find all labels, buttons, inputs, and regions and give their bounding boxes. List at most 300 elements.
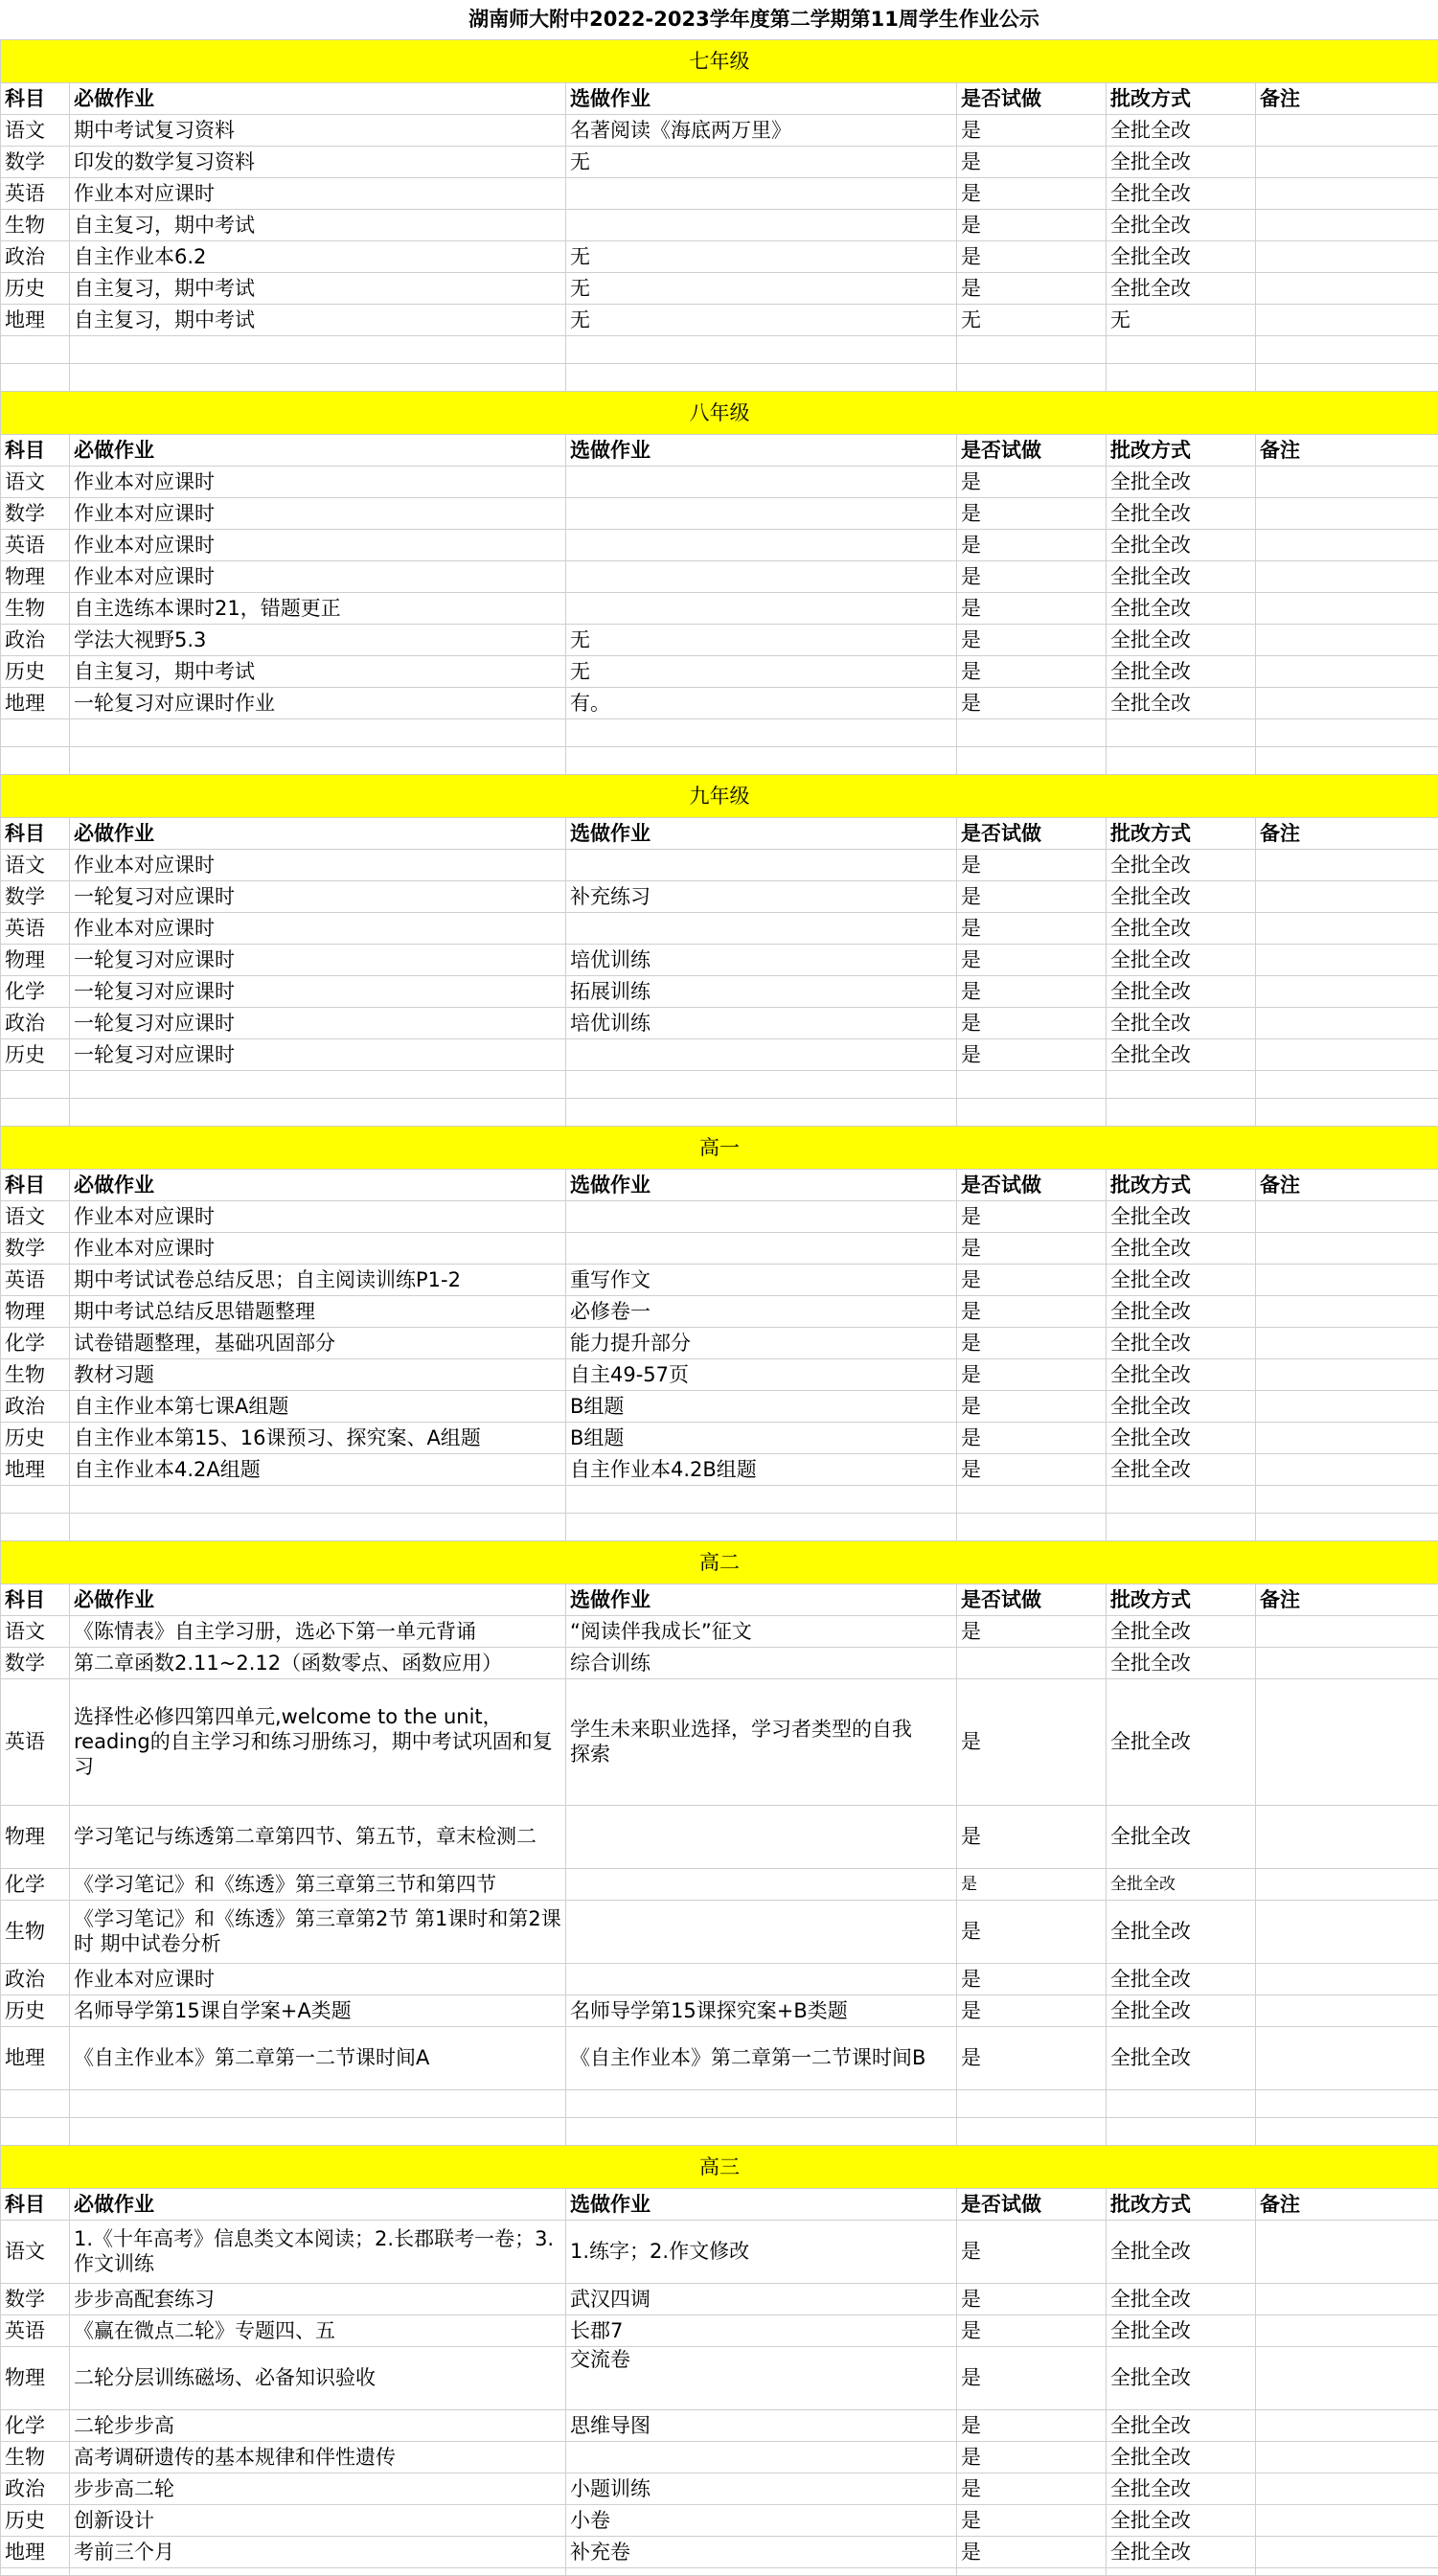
- empty-cell: [1, 1513, 70, 1540]
- cell-note: [1256, 2346, 1438, 2409]
- empty-cell: [566, 2117, 957, 2145]
- cell-note: [1256, 2504, 1438, 2536]
- cell-optional: 无: [566, 304, 957, 335]
- column-header-note: 备注: [1256, 434, 1438, 466]
- empty-cell: [957, 1513, 1107, 1540]
- cell-grading: 全批全改: [1107, 624, 1256, 655]
- cell-required: 1.《十年高考》信息类文本阅读；2.长郡联考一卷；3.作文训练: [70, 2220, 566, 2283]
- empty-cell: [1107, 718, 1256, 746]
- empty-cell: [566, 335, 957, 363]
- cell-trial: 是: [957, 177, 1107, 209]
- table-row: [1, 912, 1438, 944]
- empty-cell: [1256, 746, 1438, 774]
- cell-grading: 全批全改: [1107, 944, 1256, 975]
- cell-trial: 是: [957, 1615, 1107, 1647]
- cell-subject: 政治: [1, 624, 70, 655]
- cell-note: [1256, 1358, 1438, 1390]
- column-header-trial: 是否试做: [957, 1169, 1107, 1200]
- empty-cell: [70, 1485, 566, 1513]
- empty-cell: [70, 718, 566, 746]
- cell-note: [1256, 1327, 1438, 1358]
- table-row: [1, 1868, 1438, 1900]
- empty-cell: [1, 718, 70, 746]
- cell-grading: 全批全改: [1107, 2314, 1256, 2346]
- cell-subject: 英语: [1, 529, 70, 560]
- cell-trial: 是: [957, 1232, 1107, 1264]
- cell-note: [1256, 1200, 1438, 1232]
- grade-banner-row: [1, 774, 1438, 817]
- empty-cell: [1107, 363, 1256, 391]
- column-header-note: 备注: [1256, 1584, 1438, 1615]
- empty-cell: [1256, 363, 1438, 391]
- empty-cell: [566, 1098, 957, 1126]
- table-row: [1, 2473, 1438, 2504]
- table-row: [1, 975, 1438, 1007]
- table-row: [1, 1678, 1438, 1805]
- empty-cell: [1107, 1098, 1256, 1126]
- cell-grading: 全批全改: [1107, 1963, 1256, 1995]
- cell-grading: 全批全改: [1107, 2409, 1256, 2441]
- cell-required: 作业本对应课时: [70, 1963, 566, 1995]
- cell-required: 作业本对应课时: [70, 912, 566, 944]
- cell-subject: 历史: [1, 1038, 70, 1070]
- cell-required: 创新设计: [70, 2504, 566, 2536]
- empty-cell: [1, 363, 70, 391]
- cell-grading: 全批全改: [1107, 975, 1256, 1007]
- cell-grading: 无: [1107, 304, 1256, 335]
- blank-row: [1, 335, 1438, 363]
- cell-subject: 政治: [1, 2473, 70, 2504]
- empty-cell: [1, 746, 70, 774]
- cell-subject: 地理: [1, 304, 70, 335]
- cell-note: [1256, 1295, 1438, 1327]
- cell-required: 一轮复习对应课时: [70, 975, 566, 1007]
- column-header-optional: 选做作业: [566, 82, 957, 114]
- table-row: [1, 1007, 1438, 1038]
- cell-trial: 是: [957, 1422, 1107, 1453]
- cell-subject: 政治: [1, 1963, 70, 1995]
- cell-required: 《陈情表》自主学习册，选必下第一单元背诵: [70, 1615, 566, 1647]
- cell-optional: 能力提升部分: [566, 1327, 957, 1358]
- cell-required: 作业本对应课时: [70, 466, 566, 497]
- cell-trial: 是: [957, 2314, 1107, 2346]
- empty-cell: [566, 2089, 957, 2117]
- cell-optional: [566, 2441, 957, 2473]
- empty-cell: [70, 1098, 566, 1126]
- cell-note: [1256, 880, 1438, 912]
- cell-note: [1256, 560, 1438, 592]
- cell-optional: 名著阅读《海底两万里》: [566, 114, 957, 146]
- cell-grading: 全批全改: [1107, 272, 1256, 304]
- empty-cell: [1107, 2567, 1256, 2575]
- cell-optional: 培优训练: [566, 944, 957, 975]
- cell-required: 期中考试复习资料: [70, 114, 566, 146]
- cell-required: 作业本对应课时: [70, 497, 566, 529]
- cell-grading: 全批全改: [1107, 1805, 1256, 1868]
- cell-optional: 无: [566, 240, 957, 272]
- cell-trial: 是: [957, 2026, 1107, 2089]
- column-header-required: 必做作业: [70, 434, 566, 466]
- cell-trial: 是: [957, 1900, 1107, 1963]
- cell-grading: 全批全改: [1107, 1358, 1256, 1390]
- cell-grading: 全批全改: [1107, 114, 1256, 146]
- cell-trial: 是: [957, 2220, 1107, 2283]
- cell-note: [1256, 1453, 1438, 1485]
- cell-subject: 语文: [1, 2220, 70, 2283]
- cell-subject: 历史: [1, 2504, 70, 2536]
- table-row: [1, 1963, 1438, 1995]
- cell-subject: 物理: [1, 1295, 70, 1327]
- column-header-subject: 科目: [1, 1584, 70, 1615]
- cell-trial: 是: [957, 880, 1107, 912]
- table-row: [1, 240, 1438, 272]
- cell-note: [1256, 2409, 1438, 2441]
- cell-subject: 英语: [1, 912, 70, 944]
- cell-optional: 思维导图: [566, 2409, 957, 2441]
- column-header-required: 必做作业: [70, 1584, 566, 1615]
- cell-optional: 小题训练: [566, 2473, 957, 2504]
- cell-subject: 历史: [1, 655, 70, 687]
- cell-required: 二轮步步高: [70, 2409, 566, 2441]
- cell-optional: [566, 1868, 957, 1900]
- empty-cell: [70, 363, 566, 391]
- empty-cell: [957, 718, 1107, 746]
- empty-cell: [1107, 1070, 1256, 1098]
- table-row: [1, 592, 1438, 624]
- cell-grading: 全批全改: [1107, 209, 1256, 240]
- table-row: [1, 1358, 1438, 1390]
- table-row: [1, 944, 1438, 975]
- cell-subject: 数学: [1, 1647, 70, 1678]
- cell-required: 名师导学第15课自学案+A类题: [70, 1995, 566, 2026]
- empty-cell: [1, 1485, 70, 1513]
- cell-subject: 语文: [1, 1615, 70, 1647]
- cell-required: 《自主作业本》第二章第一二节课时间A: [70, 2026, 566, 2089]
- table-row: [1, 1422, 1438, 1453]
- empty-cell: [1107, 335, 1256, 363]
- cell-required: 作业本对应课时: [70, 1232, 566, 1264]
- column-header-row: [1, 817, 1438, 849]
- cell-optional: 无: [566, 146, 957, 177]
- column-header-note: 备注: [1256, 2188, 1438, 2220]
- cell-note: [1256, 1900, 1438, 1963]
- cell-grading: 全批全改: [1107, 849, 1256, 880]
- column-header-subject: 科目: [1, 2188, 70, 2220]
- cell-note: [1256, 2026, 1438, 2089]
- cell-required: 作业本对应课时: [70, 849, 566, 880]
- cell-trial: 是: [957, 1805, 1107, 1868]
- column-header-optional: 选做作业: [566, 817, 957, 849]
- empty-cell: [70, 1070, 566, 1098]
- cell-optional: 交流卷: [566, 2346, 957, 2409]
- cell-optional: 自主49-57页: [566, 1358, 957, 1390]
- grade-banner: 九年级: [1, 774, 1438, 817]
- cell-grading: 全批全改: [1107, 1678, 1256, 1805]
- cell-subject: 化学: [1, 1868, 70, 1900]
- column-header-trial: 是否试做: [957, 817, 1107, 849]
- cell-trial: 是: [957, 1038, 1107, 1070]
- cell-grading: 全批全改: [1107, 1390, 1256, 1422]
- empty-cell: [1107, 2089, 1256, 2117]
- cell-optional: “阅读伴我成长”征文: [566, 1615, 957, 1647]
- cell-note: [1256, 944, 1438, 975]
- empty-cell: [70, 2089, 566, 2117]
- empty-cell: [1107, 1485, 1256, 1513]
- table-row: [1, 1327, 1438, 1358]
- table-row: [1, 146, 1438, 177]
- cell-optional: [566, 1900, 957, 1963]
- cell-note: [1256, 304, 1438, 335]
- cell-required: 期中考试总结反思错题整理: [70, 1295, 566, 1327]
- cell-trial: 是: [957, 1327, 1107, 1358]
- column-header-trial: 是否试做: [957, 2188, 1107, 2220]
- blank-row: [1, 2567, 1438, 2575]
- cell-subject: 物理: [1, 1805, 70, 1868]
- empty-cell: [1256, 2089, 1438, 2117]
- cell-trial: 是: [957, 975, 1107, 1007]
- cell-optional: [566, 529, 957, 560]
- table-row: [1, 304, 1438, 335]
- table-row: [1, 529, 1438, 560]
- cell-subject: 语文: [1, 114, 70, 146]
- empty-cell: [1, 1070, 70, 1098]
- cell-subject: 化学: [1, 1327, 70, 1358]
- table-row: [1, 2441, 1438, 2473]
- cell-grading: 全批全改: [1107, 1038, 1256, 1070]
- cell-note: [1256, 592, 1438, 624]
- cell-required: 一轮复习对应课时: [70, 880, 566, 912]
- cell-grading: 全批全改: [1107, 1327, 1256, 1358]
- empty-cell: [957, 335, 1107, 363]
- column-header-note: 备注: [1256, 1169, 1438, 1200]
- column-header-trial: 是否试做: [957, 82, 1107, 114]
- cell-optional: 武汉四调: [566, 2283, 957, 2314]
- cell-note: [1256, 146, 1438, 177]
- cell-required: 二轮分层训练磁场、必备知识验收: [70, 2346, 566, 2409]
- cell-note: [1256, 209, 1438, 240]
- cell-required: 步步高配套练习: [70, 2283, 566, 2314]
- cell-optional: [566, 177, 957, 209]
- cell-subject: 语文: [1, 849, 70, 880]
- cell-subject: 生物: [1, 1358, 70, 1390]
- cell-grading: 全批全改: [1107, 560, 1256, 592]
- cell-grading: 全批全改: [1107, 2441, 1256, 2473]
- table-row: [1, 272, 1438, 304]
- cell-subject: 历史: [1, 1995, 70, 2026]
- cell-subject: 数学: [1, 2283, 70, 2314]
- cell-trial: 是: [957, 2536, 1107, 2567]
- table-row: [1, 1900, 1438, 1963]
- cell-trial: 是: [957, 529, 1107, 560]
- cell-required: 考前三个月: [70, 2536, 566, 2567]
- cell-trial: 是: [957, 2346, 1107, 2409]
- cell-optional: [566, 1038, 957, 1070]
- column-header-optional: 选做作业: [566, 1584, 957, 1615]
- cell-subject: 政治: [1, 1390, 70, 1422]
- cell-optional: 1.练字；2.作文修改: [566, 2220, 957, 2283]
- column-header-row: [1, 2188, 1438, 2220]
- cell-subject: 地理: [1, 1453, 70, 1485]
- empty-cell: [70, 1513, 566, 1540]
- cell-subject: 历史: [1, 1422, 70, 1453]
- grade-banner-row: [1, 1540, 1438, 1584]
- empty-cell: [957, 1070, 1107, 1098]
- column-header-optional: 选做作业: [566, 434, 957, 466]
- grade-banner: 高二: [1, 1540, 1438, 1584]
- cell-subject: 英语: [1, 177, 70, 209]
- cell-optional: 无: [566, 624, 957, 655]
- cell-trial: 是: [957, 687, 1107, 718]
- cell-grading: 全批全改: [1107, 687, 1256, 718]
- cell-required: 作业本对应课时: [70, 560, 566, 592]
- empty-cell: [1256, 1098, 1438, 1126]
- cell-note: [1256, 1007, 1438, 1038]
- grade-banner: 高三: [1, 2145, 1438, 2188]
- grade-banner: 七年级: [1, 39, 1438, 82]
- cell-required: 自主作业本4.2A组题: [70, 1453, 566, 1485]
- page-title: 湖南师大附中2022-2023学年度第二学期第11周学生作业公示: [70, 0, 1438, 39]
- cell-grading: 全批全改: [1107, 1232, 1256, 1264]
- cell-note: [1256, 975, 1438, 1007]
- column-header-row: [1, 434, 1438, 466]
- cell-subject: 化学: [1, 2409, 70, 2441]
- table-row: [1, 2314, 1438, 2346]
- title-row: [1, 0, 1438, 39]
- cell-required: 自主作业本第七课A组题: [70, 1390, 566, 1422]
- cell-subject: 数学: [1, 146, 70, 177]
- cell-optional: [566, 912, 957, 944]
- cell-grading: 全批全改: [1107, 2536, 1256, 2567]
- cell-subject: 地理: [1, 2536, 70, 2567]
- blank-row: [1, 1070, 1438, 1098]
- cell-required: 高考调研遗传的基本规律和伴性遗传: [70, 2441, 566, 2473]
- cell-optional: B组题: [566, 1422, 957, 1453]
- blank-row: [1, 746, 1438, 774]
- cell-note: [1256, 912, 1438, 944]
- column-header-required: 必做作业: [70, 1169, 566, 1200]
- empty-cell: [1107, 1513, 1256, 1540]
- cell-optional: 长郡7: [566, 2314, 957, 2346]
- corner-cell: [1, 0, 70, 39]
- blank-row: [1, 1098, 1438, 1126]
- cell-trial: 是: [957, 1007, 1107, 1038]
- table-row: [1, 2283, 1438, 2314]
- column-header-trial: 是否试做: [957, 1584, 1107, 1615]
- cell-subject: 英语: [1, 2314, 70, 2346]
- cell-subject: 生物: [1, 209, 70, 240]
- cell-trial: 是: [957, 1963, 1107, 1995]
- cell-note: [1256, 529, 1438, 560]
- cell-note: [1256, 177, 1438, 209]
- cell-required: 自主复习，期中考试: [70, 209, 566, 240]
- column-header-required: 必做作业: [70, 2188, 566, 2220]
- cell-optional: [566, 1232, 957, 1264]
- cell-required: 教材习题: [70, 1358, 566, 1390]
- cell-grading: 全批全改: [1107, 2504, 1256, 2536]
- cell-optional: [566, 1200, 957, 1232]
- cell-trial: 是: [957, 272, 1107, 304]
- empty-cell: [1256, 2117, 1438, 2145]
- cell-note: [1256, 272, 1438, 304]
- cell-note: [1256, 240, 1438, 272]
- cell-note: [1256, 466, 1438, 497]
- cell-trial: 是: [957, 114, 1107, 146]
- cell-grading: 全批全改: [1107, 466, 1256, 497]
- cell-trial: 是: [957, 1295, 1107, 1327]
- grade-banner-row: [1, 391, 1438, 434]
- cell-subject: 地理: [1, 687, 70, 718]
- cell-trial: 是: [957, 912, 1107, 944]
- empty-cell: [1256, 718, 1438, 746]
- cell-grading: 全批全改: [1107, 497, 1256, 529]
- table-row: [1, 1647, 1438, 1678]
- cell-subject: 化学: [1, 975, 70, 1007]
- cell-required: 学习笔记与练透第二章第四节、第五节，章末检测二: [70, 1805, 566, 1868]
- table-row: [1, 687, 1438, 718]
- table-row: [1, 2409, 1438, 2441]
- column-header-grading: 批改方式: [1107, 1169, 1256, 1200]
- cell-trial: 是: [957, 146, 1107, 177]
- cell-subject: 语文: [1, 1200, 70, 1232]
- empty-cell: [1107, 2117, 1256, 2145]
- cell-note: [1256, 2314, 1438, 2346]
- table-row: [1, 1295, 1438, 1327]
- column-header-grading: 批改方式: [1107, 434, 1256, 466]
- cell-required: 作业本对应课时: [70, 529, 566, 560]
- cell-subject: 历史: [1, 272, 70, 304]
- cell-note: [1256, 1805, 1438, 1868]
- empty-cell: [1, 2117, 70, 2145]
- cell-grading: 全批全改: [1107, 1200, 1256, 1232]
- empty-cell: [70, 335, 566, 363]
- cell-note: [1256, 1264, 1438, 1295]
- cell-subject: 生物: [1, 592, 70, 624]
- cell-trial: 是: [957, 2409, 1107, 2441]
- empty-cell: [1, 1098, 70, 1126]
- grade-banner: 八年级: [1, 391, 1438, 434]
- cell-note: [1256, 1678, 1438, 1805]
- cell-required: 自主复习，期中考试: [70, 655, 566, 687]
- cell-trial: 是: [957, 209, 1107, 240]
- column-header-grading: 批改方式: [1107, 817, 1256, 849]
- cell-required: 《学习笔记》和《练透》第三章第2节 第1课时和第2课时 期中试卷分析: [70, 1900, 566, 1963]
- column-header-subject: 科目: [1, 82, 70, 114]
- cell-note: [1256, 497, 1438, 529]
- cell-optional: 拓展训练: [566, 975, 957, 1007]
- cell-optional: [566, 1963, 957, 1995]
- cell-required: 步步高二轮: [70, 2473, 566, 2504]
- empty-cell: [70, 2117, 566, 2145]
- cell-note: [1256, 1647, 1438, 1678]
- cell-trial: 是: [957, 624, 1107, 655]
- cell-trial: [957, 1647, 1107, 1678]
- cell-required: 一轮复习对应课时: [70, 944, 566, 975]
- empty-cell: [957, 1098, 1107, 1126]
- table-row: [1, 209, 1438, 240]
- cell-trial: 是: [957, 944, 1107, 975]
- table-row: [1, 114, 1438, 146]
- column-header-note: 备注: [1256, 82, 1438, 114]
- grade-banner-row: [1, 2145, 1438, 2188]
- cell-note: [1256, 1232, 1438, 1264]
- cell-grading: 全批全改: [1107, 655, 1256, 687]
- table-row: [1, 497, 1438, 529]
- cell-subject: 地理: [1, 2026, 70, 2089]
- column-header-required: 必做作业: [70, 817, 566, 849]
- cell-grading: 全批全改: [1107, 880, 1256, 912]
- blank-row: [1, 363, 1438, 391]
- cell-grading: 全批全改: [1107, 1264, 1256, 1295]
